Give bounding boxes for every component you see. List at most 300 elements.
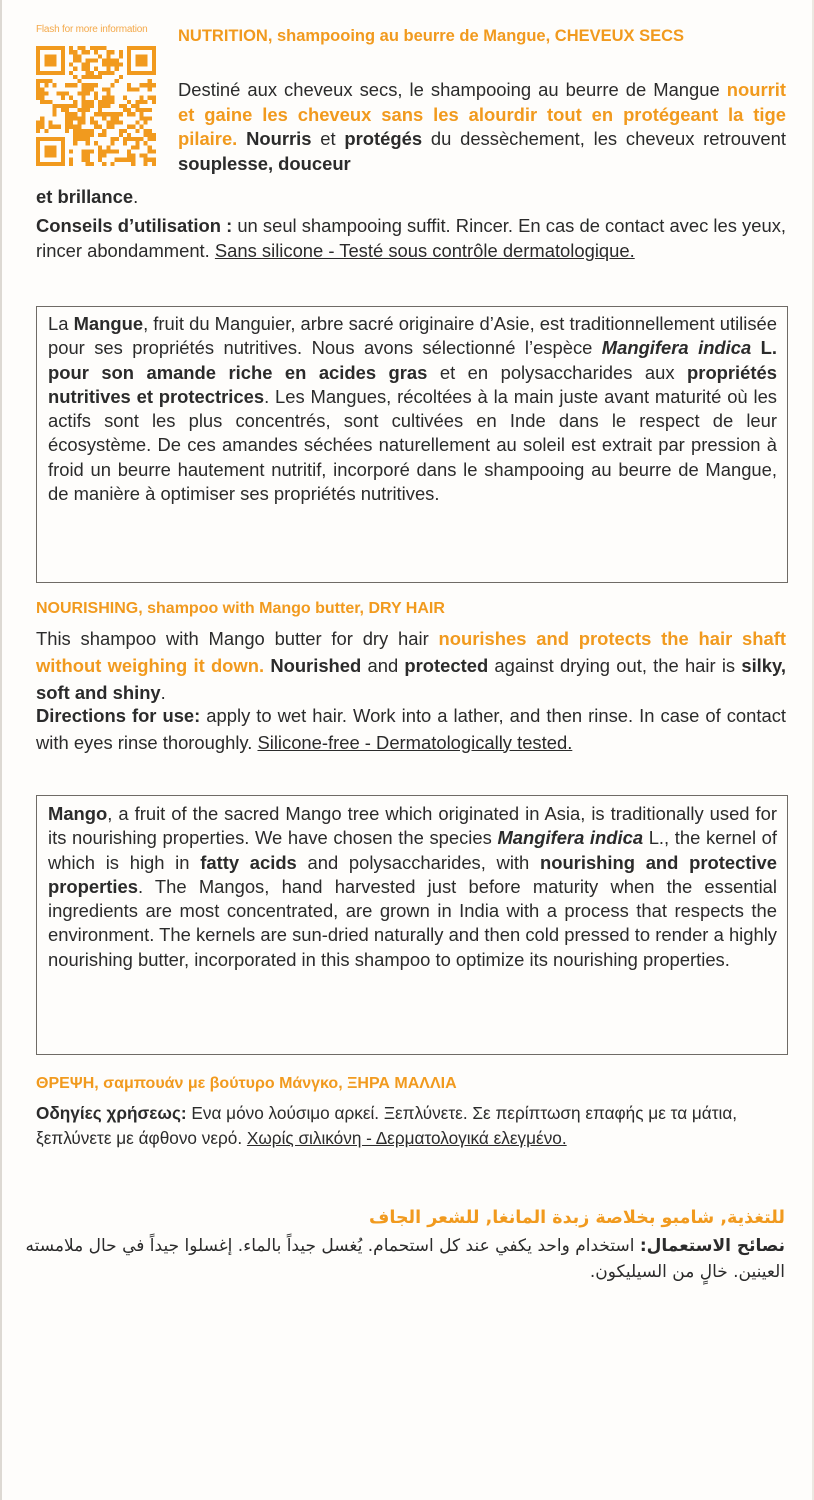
qr-module — [98, 75, 102, 79]
fr-desc-highlight: nourrit et gaine les cheveux sans les alourdir tout en protégeant la tige pilaire. — [178, 79, 786, 149]
qr-module — [135, 54, 139, 58]
qr-module — [135, 71, 139, 75]
qr-module — [123, 141, 127, 145]
qr-module — [57, 92, 61, 96]
qr-module — [115, 120, 119, 124]
qr-module — [86, 100, 90, 104]
qr-module — [144, 141, 148, 145]
qr-module — [86, 137, 90, 141]
qr-module — [127, 50, 131, 54]
qr-module — [36, 154, 40, 158]
qr-module — [61, 50, 65, 54]
en-usage-claims: Silicone-free - Dermatologically tested. — [257, 731, 573, 753]
qr-module — [139, 63, 143, 67]
qr-module — [131, 104, 135, 108]
qr-module — [148, 87, 152, 91]
qr-module — [115, 79, 119, 83]
qr-module — [44, 46, 48, 50]
qr-module — [127, 58, 131, 62]
qr-module — [73, 67, 77, 71]
qr-module — [152, 149, 156, 153]
qr-module — [110, 116, 114, 120]
fr-desc-bold: souplesse, douceur — [178, 152, 351, 174]
qr-module — [61, 58, 65, 62]
qr-module — [127, 149, 131, 153]
qr-module — [110, 50, 114, 54]
qr-module — [90, 71, 94, 75]
french-description-end — [36, 185, 796, 210]
qr-module — [77, 92, 81, 96]
qr-module — [86, 63, 90, 67]
qr-module — [73, 54, 77, 58]
qr-module — [86, 149, 90, 153]
qr-module — [139, 108, 143, 112]
qr-module — [77, 137, 81, 141]
qr-caption: Flash for more information — [36, 24, 148, 35]
qr-module — [73, 129, 77, 133]
qr-module — [98, 125, 102, 129]
qr-module — [102, 63, 106, 67]
qr-module — [139, 100, 143, 104]
qr-module — [115, 116, 119, 120]
qr-module — [102, 100, 106, 104]
qr-module — [36, 83, 40, 87]
qr-module — [123, 137, 127, 141]
qr-module — [144, 63, 148, 67]
qr-module — [40, 162, 44, 166]
qr-module — [152, 100, 156, 104]
qr-module — [102, 112, 106, 116]
qr-module — [139, 154, 143, 158]
qr-module — [65, 83, 69, 87]
qr-module — [115, 63, 119, 67]
qr-module — [69, 96, 73, 100]
qr-module — [148, 46, 152, 50]
english-box-text — [48, 802, 777, 972]
qr-module — [48, 63, 52, 67]
qr-module — [48, 120, 52, 124]
qr-module — [86, 87, 90, 91]
qr-module — [90, 129, 94, 133]
qr-module — [139, 54, 143, 58]
qr-module — [123, 129, 127, 133]
qr-module — [77, 58, 81, 62]
qr-module — [61, 63, 65, 67]
qr-module — [73, 116, 77, 120]
qr-module — [127, 83, 131, 87]
qr-module — [82, 83, 86, 87]
qr-module — [69, 162, 73, 166]
qr-module — [139, 58, 143, 62]
qr-module — [86, 162, 90, 166]
en-usage-label: Directions for use: — [36, 705, 201, 726]
qr-module — [90, 120, 94, 124]
qr-module — [61, 154, 65, 158]
qr-module — [40, 125, 44, 129]
qr-module — [65, 104, 69, 108]
qr-module — [152, 67, 156, 71]
qr-module — [36, 79, 40, 83]
qr-module — [98, 54, 102, 58]
qr-module — [127, 67, 131, 71]
qr-code-icon[interactable] — [36, 46, 156, 166]
qr-module — [53, 137, 57, 141]
qr-module — [48, 100, 52, 104]
qr-module — [106, 92, 110, 96]
qr-module — [135, 129, 139, 133]
qr-module — [90, 104, 94, 108]
qr-module — [148, 71, 152, 75]
qr-module — [86, 50, 90, 54]
qr-module — [48, 79, 52, 83]
qr-module — [148, 133, 152, 137]
qr-module — [44, 100, 48, 104]
qr-module — [36, 46, 40, 50]
qr-module — [61, 54, 65, 58]
qr-module — [44, 54, 48, 58]
qr-module — [36, 145, 40, 149]
en-box-part: L., the kernel of which is high in — [48, 827, 777, 873]
qr-module — [44, 149, 48, 153]
qr-module — [144, 108, 148, 112]
qr-module — [144, 154, 148, 158]
qr-module — [73, 75, 77, 79]
qr-module — [127, 63, 131, 67]
qr-module — [131, 112, 135, 116]
qr-module — [82, 104, 86, 108]
qr-module — [61, 67, 65, 71]
qr-module — [82, 129, 86, 133]
qr-module — [53, 125, 57, 129]
en-box-species: Mangifera indica — [497, 827, 644, 849]
qr-module — [69, 158, 73, 162]
fr-desc-part: du dessèchement, les cheveux retrouvent — [422, 128, 786, 149]
qr-module — [48, 137, 52, 141]
qr-module — [86, 75, 90, 79]
qr-module — [73, 141, 77, 145]
qr-module — [53, 104, 57, 108]
qr-module — [106, 112, 110, 116]
qr-module — [102, 46, 106, 50]
qr-module — [102, 129, 106, 133]
qr-module — [144, 71, 148, 75]
qr-module — [69, 50, 73, 54]
qr-module — [48, 46, 52, 50]
qr-module — [36, 87, 40, 91]
qr-module — [139, 83, 143, 87]
english-usage — [36, 703, 786, 756]
qr-module — [44, 63, 48, 67]
qr-module — [86, 83, 90, 87]
qr-module — [119, 104, 123, 108]
en-desc-part: against drying out, the hair is — [488, 655, 742, 676]
qr-module — [152, 50, 156, 54]
qr-module — [148, 129, 152, 133]
qr-module — [94, 125, 98, 129]
qr-module — [110, 149, 114, 153]
qr-module — [82, 158, 86, 162]
en-usage-text: apply to wet hair. Work into a lather, and then rinse. In case of contact with eyes rinse thoroughly. — [36, 705, 787, 753]
qr-module — [57, 162, 61, 166]
fr-box-species: Mangifera indica — [601, 337, 752, 359]
qr-module — [110, 137, 114, 141]
qr-module — [110, 71, 114, 75]
en-desc-part: and — [361, 655, 405, 676]
qr-module — [82, 92, 86, 96]
qr-module — [44, 58, 48, 62]
qr-module — [98, 158, 102, 162]
qr-module — [53, 58, 57, 62]
qr-module — [69, 71, 73, 75]
qr-module — [57, 137, 61, 141]
qr-module — [152, 71, 156, 75]
fr-desc-part: . — [133, 186, 139, 207]
qr-module — [94, 92, 98, 96]
qr-module — [98, 112, 102, 116]
qr-module — [131, 87, 135, 91]
qr-module — [57, 125, 61, 129]
qr-module — [94, 50, 98, 54]
qr-module — [61, 104, 65, 108]
fr-desc-bold: Nourris — [246, 128, 312, 149]
qr-module — [61, 46, 65, 50]
qr-module — [69, 112, 73, 116]
qr-module — [135, 87, 139, 91]
qr-module — [40, 96, 44, 100]
qr-module — [82, 154, 86, 158]
qr-module — [61, 149, 65, 153]
qr-module — [53, 108, 57, 112]
qr-module — [94, 75, 98, 79]
greek-title: ΘΡΕΨΗ, σαμπουάν με βούτυρο Μάνγκο, ΞΗΡΑ ΜΑΛΛΙΑ — [36, 1075, 457, 1092]
qr-module — [40, 71, 44, 75]
qr-module — [65, 120, 69, 124]
qr-module — [152, 63, 156, 67]
qr-module — [127, 46, 131, 50]
qr-module — [110, 125, 114, 129]
qr-module — [36, 54, 40, 58]
fr-desc-bold: et brillance — [36, 186, 134, 207]
qr-module — [148, 96, 152, 100]
qr-module — [36, 71, 40, 75]
qr-module — [148, 149, 152, 153]
qr-module — [73, 50, 77, 54]
qr-module — [123, 96, 127, 100]
qr-module — [102, 149, 106, 153]
qr-module — [139, 137, 143, 141]
qr-module — [106, 149, 110, 153]
qr-module — [90, 133, 94, 137]
qr-module — [94, 67, 98, 71]
qr-module — [98, 71, 102, 75]
qr-module — [36, 158, 40, 162]
en-desc-bold: protected — [404, 655, 489, 676]
fr-box-part: et en polysaccharides aux — [427, 361, 688, 383]
qr-module — [139, 116, 143, 120]
qr-module — [44, 162, 48, 166]
qr-module — [144, 158, 148, 162]
qr-module — [40, 100, 44, 104]
qr-module — [40, 92, 44, 96]
qr-module — [53, 83, 57, 87]
qr-module — [73, 133, 77, 137]
english-mango-info-box — [36, 795, 788, 1055]
en-box-bold: Mango — [48, 803, 108, 824]
qr-module — [44, 83, 48, 87]
qr-module — [69, 116, 73, 120]
qr-module — [110, 141, 114, 145]
french-mango-info-box — [36, 306, 788, 583]
qr-module — [69, 120, 73, 124]
qr-module — [82, 100, 86, 104]
qr-module — [144, 162, 148, 166]
qr-module — [86, 92, 90, 96]
qr-module — [73, 112, 77, 116]
qr-module — [152, 96, 156, 100]
qr-module — [44, 145, 48, 149]
qr-module — [36, 50, 40, 54]
qr-module — [127, 112, 131, 116]
qr-module — [36, 149, 40, 153]
fr-usage-label: Conseils d’utilisation : — [36, 215, 233, 236]
qr-module — [73, 58, 77, 62]
qr-module — [65, 92, 69, 96]
qr-module — [82, 87, 86, 91]
qr-module — [53, 145, 57, 149]
qr-module — [135, 145, 139, 149]
qr-module — [53, 71, 57, 75]
en-desc-part: This shampoo with Mango butter for dry hair — [36, 628, 439, 649]
french-title: NUTRITION, shampooing au beurre de Mangue, CHEVEUX SECS — [178, 27, 685, 45]
qr-module — [152, 158, 156, 162]
qr-module — [127, 158, 131, 162]
qr-module — [152, 133, 156, 137]
arabic-title: للتغذية, شامبو بخلاصة زبدة المانغا, للشعر الجاف — [369, 1208, 785, 1228]
qr-module — [36, 125, 40, 129]
qr-module — [127, 108, 131, 112]
qr-module — [106, 96, 110, 100]
qr-module — [82, 116, 86, 120]
ar-usage-label: نصائح الاستعمال: — [639, 1236, 785, 1256]
qr-module — [61, 71, 65, 75]
qr-module — [36, 92, 40, 96]
qr-module — [94, 83, 98, 87]
qr-module — [82, 112, 86, 116]
qr-module — [40, 79, 44, 83]
qr-module — [131, 154, 135, 158]
qr-module — [102, 96, 106, 100]
qr-module — [131, 145, 135, 149]
qr-module — [53, 154, 57, 158]
english-description — [36, 625, 786, 706]
qr-module — [69, 46, 73, 50]
qr-module — [94, 120, 98, 124]
fr-box-bold: Mangue — [73, 313, 144, 334]
qr-module — [115, 158, 119, 162]
qr-module — [57, 104, 61, 108]
qr-module — [90, 149, 94, 153]
qr-module — [44, 154, 48, 158]
qr-module — [48, 54, 52, 58]
qr-module — [123, 158, 127, 162]
qr-module — [115, 67, 119, 71]
qr-module — [86, 133, 90, 137]
qr-module — [86, 108, 90, 112]
qr-module — [115, 137, 119, 141]
qr-module — [82, 149, 86, 153]
qr-module — [152, 162, 156, 166]
qr-module — [119, 158, 123, 162]
qr-module — [48, 145, 52, 149]
qr-module — [61, 162, 65, 166]
qr-module — [48, 71, 52, 75]
qr-module — [90, 162, 94, 166]
qr-module — [48, 149, 52, 153]
qr-module — [152, 137, 156, 141]
qr-module — [148, 137, 152, 141]
qr-module — [77, 46, 81, 50]
qr-module — [57, 71, 61, 75]
qr-module — [110, 100, 114, 104]
qr-module — [40, 87, 44, 91]
qr-module — [36, 96, 40, 100]
qr-module — [86, 104, 90, 108]
qr-module — [61, 158, 65, 162]
qr-module — [69, 149, 73, 153]
qr-module — [94, 141, 98, 145]
qr-module — [90, 46, 94, 50]
qr-module — [48, 58, 52, 62]
qr-module — [135, 120, 139, 124]
qr-module — [102, 58, 106, 62]
qr-module — [82, 46, 86, 50]
qr-module — [127, 133, 131, 137]
qr-module — [82, 133, 86, 137]
qr-module — [115, 149, 119, 153]
qr-module — [106, 58, 110, 62]
qr-module — [86, 71, 90, 75]
qr-module — [144, 83, 148, 87]
qr-module — [77, 133, 81, 137]
qr-module — [86, 141, 90, 145]
qr-module — [131, 71, 135, 75]
qr-module — [36, 129, 40, 133]
qr-module — [73, 83, 77, 87]
qr-module — [36, 137, 40, 141]
qr-module — [106, 50, 110, 54]
qr-module — [61, 92, 65, 96]
qr-module — [53, 112, 57, 116]
qr-module — [82, 75, 86, 79]
qr-module — [106, 67, 110, 71]
qr-module — [131, 125, 135, 129]
qr-module — [106, 71, 110, 75]
qr-module — [152, 54, 156, 58]
qr-module — [110, 162, 114, 166]
qr-module — [110, 120, 114, 124]
qr-module — [61, 145, 65, 149]
qr-module — [102, 133, 106, 137]
fr-box-part: . Les Mangues, récoltées à la main juste avant maturité où les actifs sont les plus concentrés, sont cultivées en Inde dans le respect de leur écosystème. De ces amandes séchées naturellement au soleil est extrait par pression à froid un beurre hautement nutritif, incorporé dans le shampooing au beurre de Mangue, de manière à optimiser ses propriétés nutritives. — [48, 385, 777, 505]
qr-module — [144, 58, 148, 62]
greek-usage — [36, 1101, 796, 1151]
qr-module — [135, 141, 139, 145]
box-edge-left — [0, 0, 2, 1500]
qr-module — [61, 137, 65, 141]
qr-module — [90, 75, 94, 79]
fr-usage-text: un seul shampooing suffit. Rincer. En cas de contact avec les yeux, rincer abondamment. — [36, 215, 787, 261]
qr-module — [69, 125, 73, 129]
